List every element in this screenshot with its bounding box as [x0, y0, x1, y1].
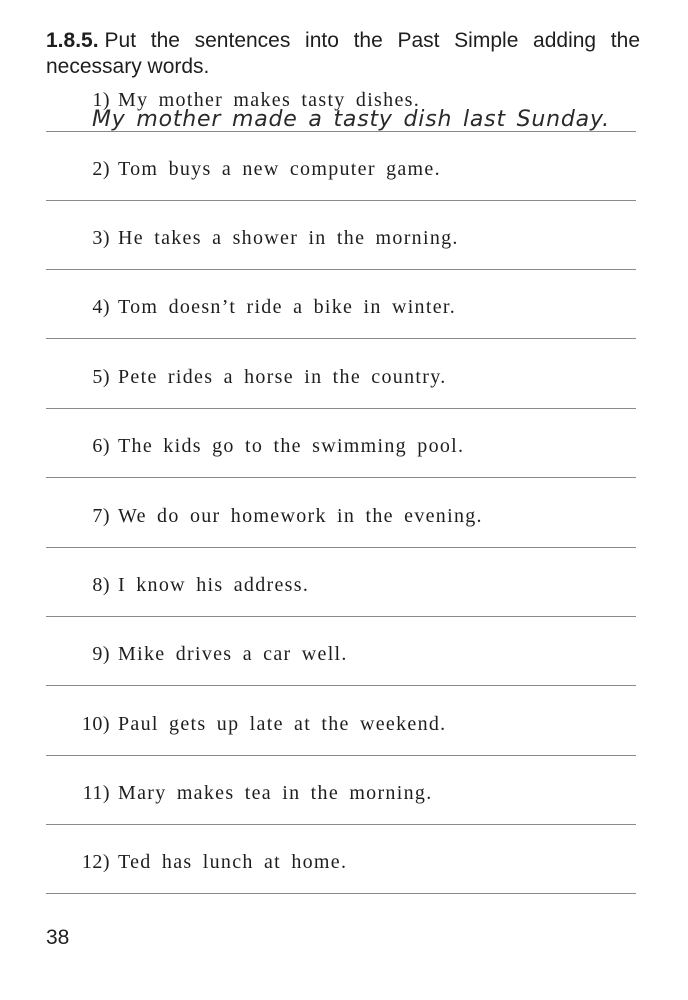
exercise-number: 1)	[92, 89, 110, 111]
exercise-text: My mother makes tasty dishes.	[118, 89, 421, 111]
exercise-sentence	[46, 709, 636, 739]
exercise-sentence	[46, 223, 636, 253]
task-header	[46, 28, 640, 80]
exercise-number: 4)	[92, 296, 110, 318]
answer-line[interactable]	[46, 616, 636, 617]
exercise-sentence	[46, 847, 636, 877]
exercise-sentence	[46, 362, 636, 392]
handwritten-answer: My mother made a tasty dish last Sunday.	[92, 107, 610, 132]
exercise-item	[46, 431, 636, 500]
exercise-item	[46, 223, 636, 292]
exercise-text: Mary makes tea in the morning.	[118, 782, 433, 804]
answer-line[interactable]	[46, 893, 636, 894]
answer-line[interactable]	[46, 547, 636, 548]
answer-line[interactable]	[46, 755, 636, 756]
exercise-item	[46, 709, 636, 778]
exercise-item	[46, 847, 636, 916]
exercise-item	[46, 85, 636, 154]
exercise-text: Mike drives a car well.	[118, 643, 348, 665]
exercise-item	[46, 154, 636, 223]
exercise-number: 5)	[92, 366, 110, 388]
exercise-sentence	[46, 501, 636, 531]
exercise-number: 7)	[92, 505, 110, 527]
exercise-text: We do our homework in the evening.	[118, 505, 483, 527]
exercise-text: Tom doesn’t ride a bike in winter.	[118, 296, 457, 318]
exercise-text: Ted has lunch at home.	[118, 851, 348, 873]
exercise-item	[46, 292, 636, 361]
exercise-number: 8)	[92, 574, 110, 596]
answer-line[interactable]	[46, 200, 636, 201]
exercise-number: 12)	[81, 851, 110, 873]
exercise-sentence	[46, 292, 636, 322]
exercise-number: 10)	[81, 713, 110, 735]
exercise-number: 6)	[92, 435, 110, 457]
answer-line[interactable]	[46, 824, 636, 825]
exercise-text: Pete rides a horse in the country.	[118, 366, 447, 388]
task-number: 1.8.5.	[46, 29, 99, 52]
exercise-number: 9)	[92, 643, 110, 665]
answer-line[interactable]	[46, 269, 636, 270]
exercise-number: 2)	[92, 158, 110, 180]
exercise-item	[46, 362, 636, 431]
exercise-text: Tom buys a new computer game.	[118, 158, 441, 180]
answer-line[interactable]	[46, 338, 636, 339]
exercise-sentence	[46, 639, 636, 669]
exercise-number: 11)	[82, 782, 110, 804]
exercise-item	[46, 570, 636, 639]
exercise-item	[46, 639, 636, 708]
exercise-text: Paul gets up late at the weekend.	[118, 713, 447, 735]
task-instruction: Put the sentences into the Past Simple adding the necessary words.	[46, 29, 640, 78]
exercise-item	[46, 501, 636, 570]
page-number: 38	[46, 926, 70, 949]
answer-line[interactable]	[46, 477, 636, 478]
exercise-sentence	[46, 570, 636, 600]
exercise-item	[46, 778, 636, 847]
exercise-sentence	[46, 431, 636, 461]
answer-line[interactable]	[46, 408, 636, 409]
exercise-text: He takes a shower in the morning.	[118, 227, 459, 249]
exercise-number: 3)	[92, 227, 110, 249]
exercise-sentence	[46, 778, 636, 808]
answer-line[interactable]	[46, 685, 636, 686]
exercise-sentence	[46, 154, 636, 184]
exercise-text: I know his address.	[118, 574, 310, 596]
exercise-text: The kids go to the swimming pool.	[118, 435, 465, 457]
answer-line[interactable]	[46, 131, 636, 132]
